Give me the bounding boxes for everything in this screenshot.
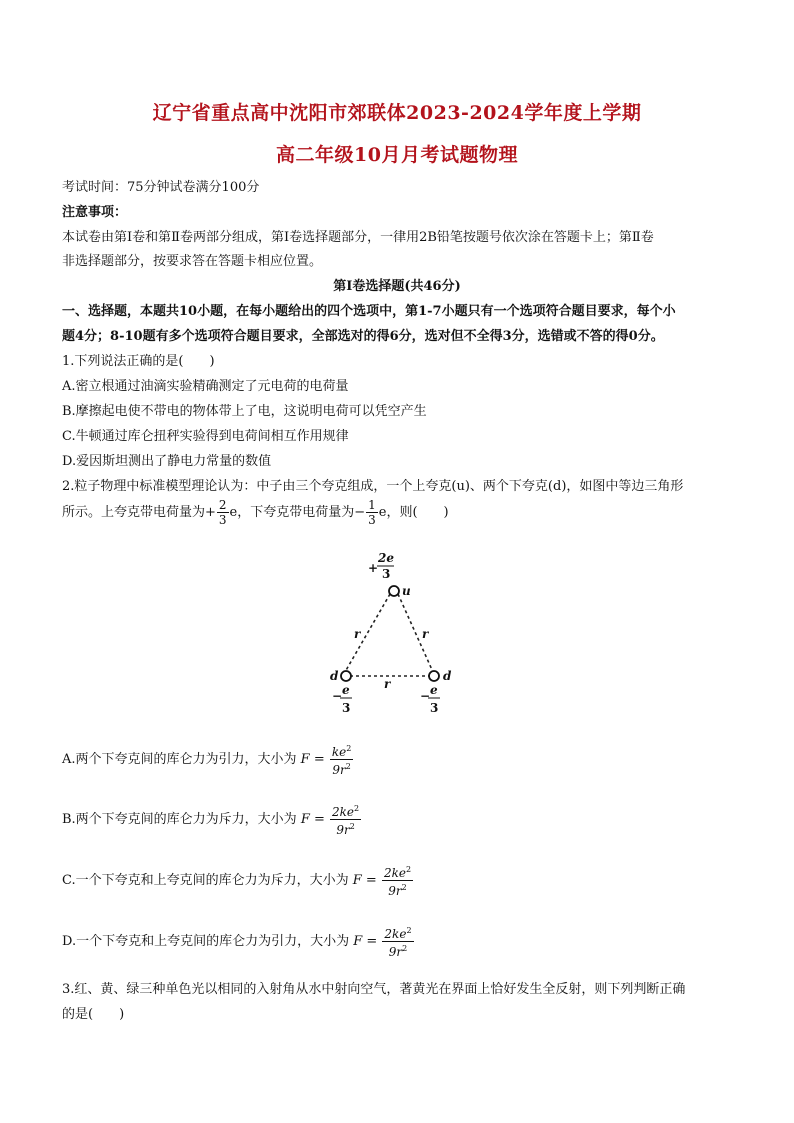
exponent: 2 [345,762,351,771]
q3-stem-line-1: 3.红、黄、绿三种单色光以相同的入射角从水中射向空气，著黄光在界面上恰好发生全反射，则下列判断正确 [62,982,686,997]
exponent: 2 [406,926,412,935]
top-charge-sign: + [368,561,379,575]
q2-option-a [62,742,354,777]
exam-time: 考试时间：75分钟试卷满分100分 [62,180,260,195]
section-heading: 第Ⅰ卷选择题(共46分) [333,279,461,294]
q1-option-c: C.牛顿通过库仑扭秤实验得到电荷间相互作用规律 [62,429,349,444]
down-quark-charge-fraction [366,498,378,527]
left-side-r-label: r [354,627,361,641]
force-symbol: F = [300,812,325,827]
fraction-denominator: 9r [388,945,403,959]
fraction-denominator: 9r [336,823,350,837]
q1-option-d: D.爱因斯坦测出了静电力常量的数值 [62,454,272,469]
exponent: 2 [405,865,412,874]
q2-option-d [62,924,415,959]
bottom-side-r-label: r [384,677,391,691]
force-symbol: F = [352,873,377,888]
force-fraction [330,802,361,837]
section-intro-line-2: 题4分；8-10题有多个选项符合题目要求，全部选对的得6分，选对但不全得3分，选错或不答的得0分。 [62,329,664,344]
fraction-numerator: 2ke [383,866,406,880]
fraction-numerator: 2ke [384,927,407,941]
force-fraction [382,924,413,959]
quark-triangle-diagram [318,548,478,716]
up-quark-circle [389,586,399,596]
q1-stem: 1.下列说法正确的是( ) [62,354,215,369]
exponent: 2 [349,822,355,831]
q1-option-a: A.密立根通过油滴实验精确测定了元电荷的电荷量 [62,379,349,394]
down-quark-right-circle [429,671,439,681]
right-quark-label: d [443,669,452,683]
up-quark-charge-fraction [217,498,229,527]
right-charge-denominator: 3 [430,701,439,715]
top-charge-denominator: 3 [382,567,391,581]
notes-heading: 注意事项： [62,205,128,220]
exponent: 2 [346,744,352,753]
force-fraction [330,742,353,777]
option-text: A.两个下夸克间的库仑力为引力，大小为 [62,752,297,767]
left-charge-denominator: 3 [342,701,351,715]
force-symbol: F = [353,934,378,949]
q2-stem-part-c: e，则( ) [378,505,449,520]
q1-option-b: B.摩擦起电使不带电的物体带上了电，这说明电荷可以凭空产生 [62,404,427,419]
title-line-2: 高二年级10月月考试题物理 [276,144,518,166]
right-charge-numerator: e [430,683,438,697]
exponent: 2 [402,944,408,953]
force-fraction [382,863,413,898]
side-left [345,594,390,672]
q2-stem-part-b: e，下夸克带电荷量为− [229,505,366,520]
option-text: B.两个下夸克间的库仑力为斥力，大小为 [62,812,297,827]
q3-stem-line-2: 的是( ) [62,1007,125,1022]
exponent: 2 [401,883,407,892]
fraction-denominator: 3 [368,513,376,527]
force-symbol: F = [300,752,325,767]
down-quark-left-circle [341,671,351,681]
fraction-numerator: ke [331,745,347,759]
q2-stem-line-2 [62,498,449,527]
q2-option-b [62,802,362,837]
fraction-denominator: 9r [332,763,346,777]
up-quark-label: u [402,584,411,598]
left-charge-sign: − [332,689,343,703]
q2-stem-part-a: 所示。上夸克带电荷量为+ [62,505,216,520]
exponent: 2 [354,804,360,813]
fraction-numerator: 1 [368,498,376,512]
q2-option-c [62,863,414,898]
fraction-numerator: 2 [218,498,227,512]
fraction-denominator: 9r [388,884,402,898]
fraction-numerator: 2ke [332,805,355,819]
q2-stem-line-1: 2.粒子物理中标准模型理论认为：中子由三个夸克组成，一个上夸克(u)、两个下夸克(d)，如图中等边三角形 [62,479,684,494]
option-text: C.一个下夸克和上夸克间的库仑力为斥力，大小为 [62,873,349,888]
left-quark-label: d [330,669,339,683]
notes-line-2: 非选择题部分，按要求答在答题卡相应位置。 [62,254,323,269]
right-charge-sign: − [420,689,431,703]
option-text: D.一个下夸克和上夸克间的库仑力为引力，大小为 [62,934,350,949]
right-side-r-label: r [422,627,429,641]
left-charge-numerator: e [342,683,350,697]
fraction-denominator: 3 [218,513,227,527]
section-intro-line-1: 一、选择题，本题共10小题，在每小题给出的四个选项中，第1-7小题只有一个选项符合题目要求，每个小 [62,304,676,319]
title-line-1: 辽宁省重点高中沈阳市郊联体2023-2024学年度上学期 [152,102,642,124]
top-charge-numerator: 2e [378,551,394,565]
notes-line-1: 本试卷由第Ⅰ卷和第Ⅱ卷两部分组成，第Ⅰ卷选择题部分，一律用2B铅笔按题号依次涂在答题卡上；第Ⅱ卷 [62,230,654,245]
